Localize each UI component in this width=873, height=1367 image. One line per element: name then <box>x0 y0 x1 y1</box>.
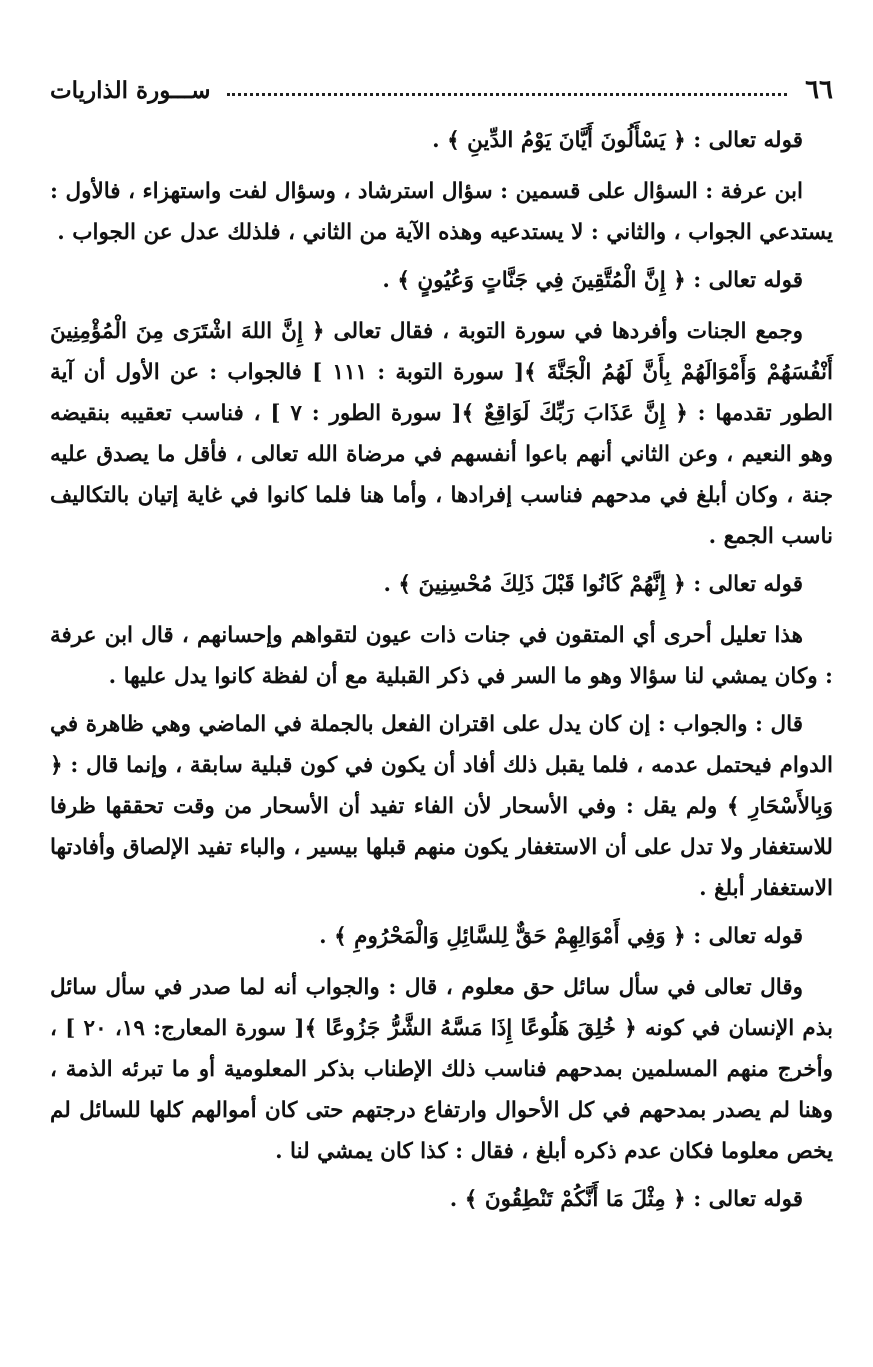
commentary-paragraph: قال : والجواب : إن كان يدل على اقتران الفعل بالجملة في الماضي وهي ظاهرة في الدوام فيحتمل عدمه ، فلما يقبل ذلك أفاد أن يكون في كون قبلية سابقة ، وإنما قال : ﴿ وَبِالأَسْحَارِ ﴾ ولم يقل : وفي الأسحار لأن الفاء تفيد أن الأسحار من وقت تحققها ظرفا للاستغفار ولا تدل على أن الاستغفار يكون منهم قبلها بيسير ، والباء تفيد الإلصاق وأفادتها الاستغفار أبلغ . <box>50 712 833 901</box>
commentary-paragraph: وقال تعالى في سأل سائل حق معلوم ، قال : والجواب أنه لما صدر في سأل سائل بذم الإنسان في كونه ﴿ خُلِقَ هَلُوعًا إِذَا مَسَّهُ الشَّرُّ جَزُوعًا ﴾[ سورة المعارج: ١٩، ٢٠ ] ، وأخرج منهم المسلمين بمدحهم فناسب ذلك الإطناب بذكر المعلومية أو ما تبرئه الذمة ، وهنا لم يصدر بمدحهم في كل الأحوال وارتفاع درجتهم حتى كان أموالهم كلها للسائل لم يخص معلوما فكان عدم ذكره أبلغ ، فقال : كذا كان يمشي لنا . <box>50 975 833 1164</box>
verse-label: قوله تعالى : <box>693 572 803 597</box>
commentary-paragraph: هذا تعليل أحرى أي المتقون في جنات ذات عيون لتقواهم وإحسانهم ، قال ابن عرفة : وكان يمشي لنا سؤالا وهو ما السر في ذكر القبلية مع أن لفظة كانوا يدل عليها . <box>50 623 833 689</box>
quran-verse: ﴿ وَفِي أَمْوَالِهِمْ حَقٌّ لِلسَّائِلِ وَالْمَحْرُومِ ﴾ . <box>319 924 686 949</box>
verse-heading <box>50 916 833 957</box>
verse-heading <box>50 260 833 301</box>
surah-name: ســـورة الذاريات <box>50 76 211 104</box>
verse-label: قوله تعالى : <box>693 128 803 153</box>
page-text <box>50 120 833 1220</box>
dotted-leader <box>227 93 788 96</box>
quran-verse: ﴿ مِثْلَ مَا أَنَّكُمْ تَنْطِقُونَ ﴾ . <box>449 1187 686 1212</box>
verse-heading <box>50 1179 833 1220</box>
commentary-paragraph: وجمع الجنات وأفردها في سورة التوبة ، فقال تعالى ﴿ إِنَّ اللهَ اشْتَرَى مِنَ الْمُؤْمِنِينَ أَنْفُسَهُمْ وَأَمْوَالَهُمْ بِأَنَّ لَهُمُ الْجَنَّةَ ﴾[ سورة التوبة : ١١١ ] فالجواب : عن الأول أن آية الطور تقدمها : ﴿ إِنَّ عَذَابَ رَبِّكَ لَوَاقِعٌ ﴾[ سورة الطور : ٧ ] ، فناسب تعقيبه بنقيضه وهو النعيم ، وعن الثاني أنهم باعوا أنفسهم في مرضاة الله تعالى ، فأقل ما يصدق عليه جنة ، وكان أبلغ في مدحهم فناسب إفرادها ، وأما هنا فلما كانوا في غاية إتيان بالتكاليف ناسب الجمع . <box>50 319 833 549</box>
verse-label: قوله تعالى : <box>693 924 803 949</box>
verse-label: قوله تعالى : <box>693 268 803 293</box>
commentary-paragraph: ابن عرفة : السؤال على قسمين : سؤال استرشاد ، وسؤال لفت واستهزاء ، فالأول : يستدعي الجواب ، والثاني : لا يستدعيه وهذه الآية من الثاني ، فلذلك عدل عن الجواب . <box>50 179 833 245</box>
verse-heading <box>50 564 833 605</box>
quran-verse: ﴿ إِنَّ الْمُتَّقِينَ فِي جَنَّاتٍ وَعُيُونٍ ﴾ . <box>382 268 686 293</box>
verse-label: قوله تعالى : <box>693 1187 803 1212</box>
running-head <box>50 70 833 110</box>
quran-verse: ﴿ إِنَّهُمْ كَانُوا قَبْلَ ذَلِكَ مُحْسِنِينَ ﴾ . <box>383 572 686 597</box>
page-number: ٦٦ <box>805 75 833 105</box>
quran-verse: ﴿ يَسْأَلُونَ أَيَّانَ يَوْمُ الدِّينِ ﴾ . <box>432 128 686 153</box>
verse-heading <box>50 120 833 161</box>
